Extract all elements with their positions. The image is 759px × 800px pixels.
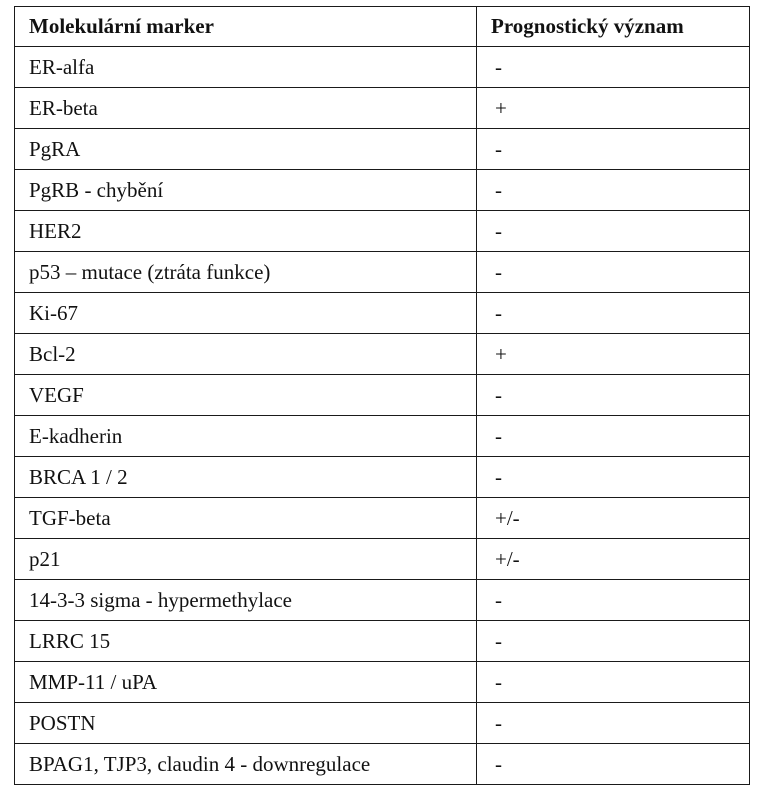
table-body bbox=[15, 47, 750, 785]
table-row bbox=[15, 457, 750, 498]
prognostic-value-cell: - bbox=[477, 170, 750, 211]
prognostic-value-cell: +/- bbox=[477, 539, 750, 580]
marker-cell: ER-alfa bbox=[15, 47, 477, 88]
table-row bbox=[15, 170, 750, 211]
marker-cell: PgRA bbox=[15, 129, 477, 170]
table-row bbox=[15, 375, 750, 416]
marker-cell: TGF-beta bbox=[15, 498, 477, 539]
table-row bbox=[15, 293, 750, 334]
table-row bbox=[15, 416, 750, 457]
table-row bbox=[15, 621, 750, 662]
marker-cell: 14-3-3 sigma - hypermethylace bbox=[15, 580, 477, 621]
prognostic-value-cell: - bbox=[477, 621, 750, 662]
table-row bbox=[15, 539, 750, 580]
marker-cell: POSTN bbox=[15, 703, 477, 744]
marker-cell: ER-beta bbox=[15, 88, 477, 129]
table-row bbox=[15, 88, 750, 129]
prognostic-value-cell: - bbox=[477, 662, 750, 703]
marker-cell: p21 bbox=[15, 539, 477, 580]
marker-cell: PgRB - chybění bbox=[15, 170, 477, 211]
prognostic-value-cell: - bbox=[477, 252, 750, 293]
marker-cell: VEGF bbox=[15, 375, 477, 416]
marker-cell: Ki-67 bbox=[15, 293, 477, 334]
marker-cell: HER2 bbox=[15, 211, 477, 252]
prognostic-value-cell: +/- bbox=[477, 498, 750, 539]
marker-cell: MMP-11 / uPA bbox=[15, 662, 477, 703]
table-row bbox=[15, 334, 750, 375]
marker-cell: Bcl-2 bbox=[15, 334, 477, 375]
prognostic-value-cell: - bbox=[477, 457, 750, 498]
table-row bbox=[15, 211, 750, 252]
table-row bbox=[15, 703, 750, 744]
marker-cell: BRCA 1 / 2 bbox=[15, 457, 477, 498]
table-row bbox=[15, 580, 750, 621]
prognostic-value-cell: - bbox=[477, 416, 750, 457]
table-row bbox=[15, 744, 750, 785]
marker-cell: p53 – mutace (ztráta funkce) bbox=[15, 252, 477, 293]
prognostic-value-cell: - bbox=[477, 129, 750, 170]
header-row bbox=[15, 7, 750, 47]
marker-cell: E-kadherin bbox=[15, 416, 477, 457]
prognostic-value-cell: - bbox=[477, 211, 750, 252]
header-marker: Molekulární marker bbox=[15, 7, 477, 47]
table-row bbox=[15, 662, 750, 703]
prognostic-value-cell: + bbox=[477, 88, 750, 129]
table-row bbox=[15, 47, 750, 88]
header-prognostic-significance: Prognostický význam bbox=[477, 7, 750, 47]
marker-table bbox=[14, 6, 750, 785]
prognostic-value-cell: - bbox=[477, 703, 750, 744]
prognostic-value-cell: - bbox=[477, 580, 750, 621]
marker-cell: LRRC 15 bbox=[15, 621, 477, 662]
table-row bbox=[15, 129, 750, 170]
prognostic-value-cell: - bbox=[477, 375, 750, 416]
prognostic-value-cell: + bbox=[477, 334, 750, 375]
table-row bbox=[15, 252, 750, 293]
marker-cell: BPAG1, TJP3, claudin 4 - downregulace bbox=[15, 744, 477, 785]
table-row bbox=[15, 498, 750, 539]
prognostic-value-cell: - bbox=[477, 47, 750, 88]
prognostic-value-cell: - bbox=[477, 293, 750, 334]
prognostic-value-cell: - bbox=[477, 744, 750, 785]
